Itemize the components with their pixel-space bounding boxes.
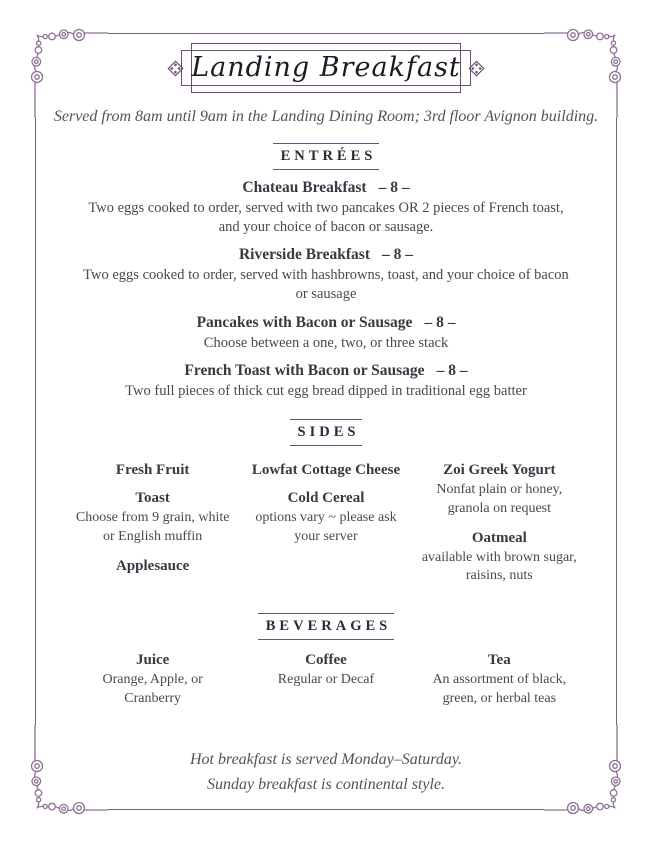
side-name: Zoi Greek Yogurt — [443, 461, 556, 478]
sides-grid — [66, 462, 586, 598]
entree-name: Pancakes with Bacon or Sausage — [196, 313, 413, 331]
side-name: Fresh Fruit — [115, 461, 190, 478]
entree-name: Chateau Breakfast — [242, 179, 367, 196]
page-subtitle: Served from 8am until 9am in the Landing Dining Room; 3rd floor Avignon building. — [53, 108, 599, 125]
entree-item — [35, 246, 617, 304]
side-name: Oatmeal — [471, 529, 527, 546]
beverage-item — [278, 652, 374, 690]
side-description: options vary ~ please ask your server — [255, 509, 397, 544]
side-item — [247, 462, 405, 479]
entree-price: – 8 – — [378, 179, 410, 196]
title-plaque — [181, 43, 471, 93]
beverages-column-1 — [74, 652, 232, 720]
beverage-description: Regular or Decaf — [277, 672, 375, 688]
side-item — [420, 530, 578, 587]
footer-note — [35, 748, 617, 798]
side-item — [74, 490, 232, 547]
entree-description: Choose between a one, two, or three stack — [203, 334, 449, 351]
side-description: available with brown sugar, raisins, nuts — [421, 549, 577, 584]
side-name: Cold Cereal — [287, 489, 365, 506]
beverages-heading: BEVERAGES — [258, 613, 394, 640]
entree-description: Two eggs cooked to order, served with two pancakes OR 2 pieces of French toast, and your choice of bacon or sausage. — [88, 200, 564, 236]
side-item — [74, 558, 232, 575]
entree-name: Riverside Breakfast — [238, 246, 371, 264]
entree-price: – 8 – — [436, 361, 468, 379]
entree-item — [35, 362, 617, 401]
sides-column-1 — [74, 462, 232, 598]
side-item — [247, 490, 405, 547]
beverage-item — [74, 652, 232, 709]
side-name: Toast — [135, 489, 170, 506]
footer-line-2: Sunday breakfast is continental style. — [206, 775, 446, 793]
side-name: Applesauce — [115, 557, 190, 574]
page-title: Landing Breakfast — [191, 52, 461, 83]
section-entrees — [35, 143, 617, 401]
entree-description: Two full pieces of thick cut egg bread dipped in traditional egg batter — [125, 382, 527, 399]
side-description: Choose from 9 grain, white or English muffin — [75, 509, 230, 544]
menu-content — [35, 33, 617, 810]
entree-name: French Toast with Bacon or Sausage — [184, 361, 425, 379]
beverage-name: Juice — [135, 652, 170, 669]
entree-description: Two eggs cooked to order, served with hashbrowns, toast, and your choice of bacon or sausage — [83, 267, 569, 303]
beverages-grid — [66, 652, 586, 720]
entree-item — [35, 179, 617, 237]
section-beverages — [35, 613, 617, 720]
entree-price: – 8 – — [382, 246, 414, 264]
side-name: Lowfat Cottage Cheese — [251, 461, 401, 478]
footer-line-1: Hot breakfast is served Monday–Saturday. — [189, 751, 463, 769]
sides-column-2 — [247, 462, 405, 598]
beverages-column-3 — [420, 652, 578, 720]
side-item — [420, 462, 578, 519]
side-item — [74, 462, 232, 479]
beverages-column-2 — [278, 652, 374, 720]
beverage-description: An assortment of black, green, or herbal teas — [432, 672, 567, 707]
sides-column-3 — [420, 462, 578, 598]
entree-item — [35, 314, 617, 353]
entrees-heading: ENTRÉES — [273, 143, 380, 170]
beverage-name: Coffee — [305, 652, 347, 669]
beverage-name: Tea — [487, 652, 511, 669]
sides-heading: SIDES — [290, 419, 363, 446]
beverage-description: Orange, Apple, or Cranberry — [102, 672, 203, 707]
section-sides — [35, 419, 617, 598]
side-description: Nonfat plain or honey, granola on request — [436, 481, 563, 516]
entree-price: – 8 – — [424, 313, 456, 331]
beverage-item — [420, 652, 578, 709]
